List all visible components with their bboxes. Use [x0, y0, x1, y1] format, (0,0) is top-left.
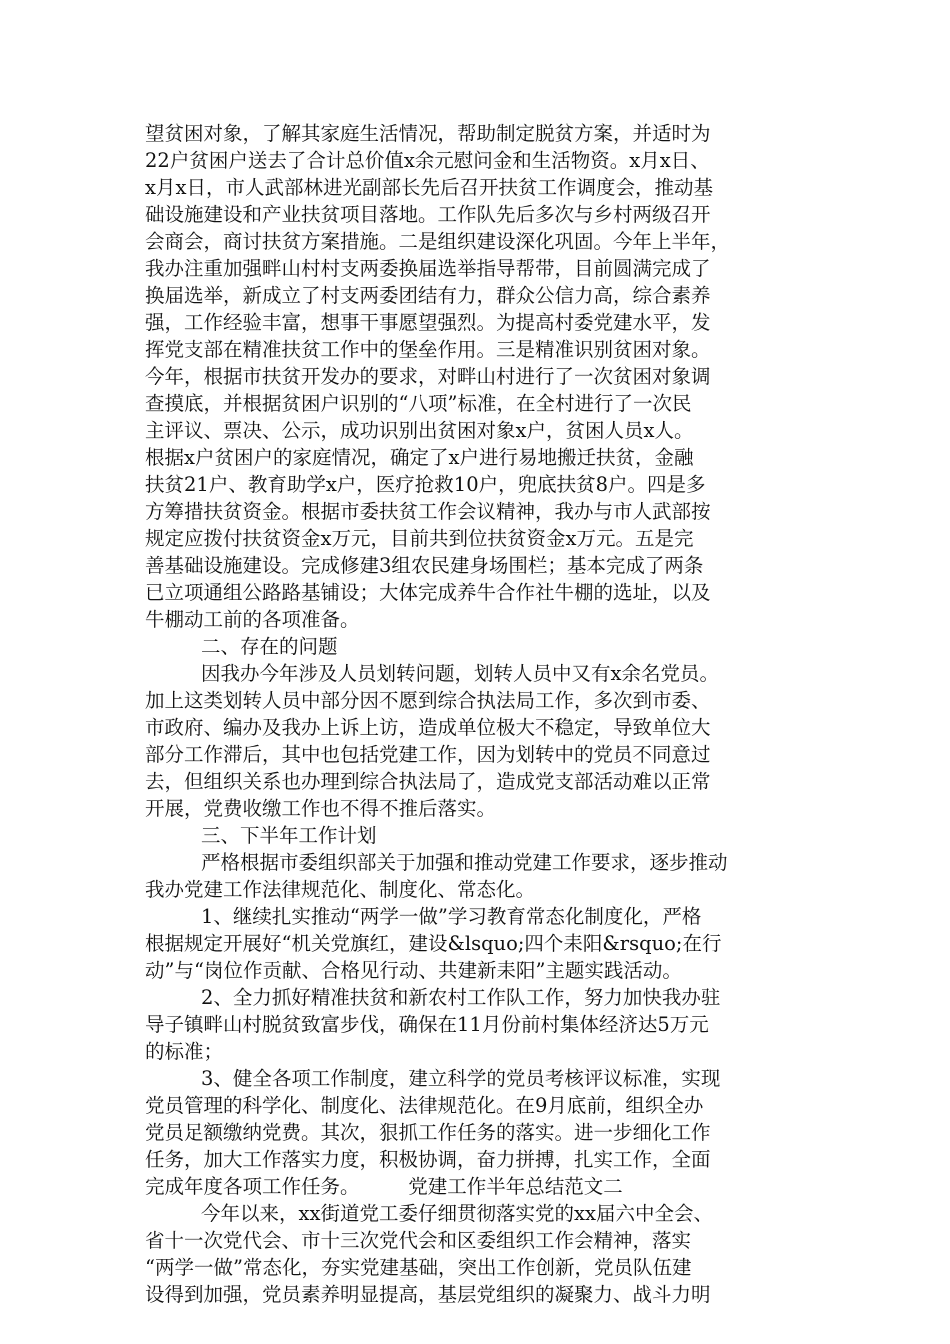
text-line: 严格根据市委组织部关于加强和推动党建工作要求，逐步推动 [201, 851, 728, 874]
text-line: “两学一做”常态化，夯实党建基础，突出工作创新，党员队伍建 [145, 1256, 692, 1279]
text-line: 根据x户贫困户的家庭情况，确定了x户进行易地搬迁扶贫，金融 [145, 446, 694, 469]
text-line: x月x日，市人武部林进光副部长先后召开扶贫工作调度会，推动基 [145, 176, 713, 199]
text-line: 导子镇畔山村脱贫致富步伐，确保在11月份前村集体经济达5万元 [145, 1013, 709, 1036]
text-line: 查摸底，并根据贫困户识别的“八项”标准，在全村进行了一次民 [145, 392, 692, 415]
text-line: 今年以来，xx街道党工委仔细贯彻落实党的xx届六中全会、 [201, 1202, 713, 1225]
text-line: 3、健全各项工作制度，建立科学的党员考核评议标准，实现 [201, 1067, 721, 1090]
text-line: 三、下半年工作计划 [201, 824, 377, 847]
text-line: 扶贫21户、教育助学x户，医疗抢救10户，兜底扶贫8户。四是多 [145, 473, 706, 496]
text-line: 22户贫困户送去了合计总价值x余元慰问金和生活物资。x月x日、 [145, 149, 710, 172]
text-line: 我办党建工作法律规范化、制度化、常态化。 [145, 878, 536, 901]
text-line: 开展，党费收缴工作也不得不推后落实。 [145, 797, 497, 820]
text-line: 方筹措扶贫资金。根据市委扶贫工作会议精神，我办与市人武部按 [145, 500, 711, 523]
text-line: 因我办今年涉及人员划转问题，划转人员中又有x余名党员。 [201, 662, 719, 685]
text-line: 党员足额缴纳党费。其次，狠抓工作任务的落实。进一步细化工作 [145, 1121, 711, 1144]
text-line: 善基础设施建设。完成修建3组农民建身场围栏；基本完成了两条 [145, 554, 704, 577]
text-line: 市政府、编办及我办上诉上访，造成单位极大不稳定，导致单位大 [145, 716, 711, 739]
text-line: 我办注重加强畔山村村支两委换届选举指导帮带，目前圆满完成了 [145, 257, 711, 280]
text-line: 的标准； [145, 1040, 224, 1063]
text-line: 会商会，商讨扶贫方案措施。二是组织建设深化巩固。今年上半年， [145, 230, 731, 253]
text-line: 二、存在的问题 [201, 635, 338, 658]
text-line: 规定应拨付扶贫资金x万元，目前共到位扶贫资金x万元。五是完 [145, 527, 694, 550]
text-line: 省十一次党代会、市十三次党代会和区委组织工作会精神，落实 [145, 1229, 692, 1252]
text-line: 换届选举，新成立了村支两委团结有力，群众公信力高，综合素养 [145, 284, 711, 307]
text-line: 挥党支部在精准扶贫工作中的堡垒作用。三是精准识别贫困对象。 [145, 338, 711, 361]
text-line: 2、全力抓好精准扶贫和新农村工作队工作，努力加快我办驻 [201, 986, 721, 1009]
text-line: 望贫困对象，了解其家庭生活情况，帮助制定脱贫方案，并适时为 [145, 122, 711, 145]
text-line: 完成年度各项工作任务。 党建工作半年总结范文二 [145, 1175, 623, 1198]
text-line: 牛棚动工前的各项准备。 [145, 608, 360, 631]
text-line: 1、继续扎实推动“两学一做”学习教育常态化制度化，严格 [201, 905, 702, 928]
text-line: 党员管理的科学化、制度化、法律规范化。在9月底前，组织全办 [145, 1094, 704, 1117]
document-body [145, 120, 835, 1308]
text-line: 础设施建设和产业扶贫项目落地。工作队先后多次与乡村两级召开 [145, 203, 711, 226]
text-line: 部分工作滞后，其中也包括党建工作，因为划转中的党员不同意过 [145, 743, 711, 766]
text-line: 任务，加大工作落实力度，积极协调，奋力拼搏，扎实工作，全面 [145, 1148, 711, 1171]
text-line: 设得到加强，党员素养明显提高，基层党组织的凝聚力、战斗力明 [145, 1283, 711, 1306]
text-line: 根据规定开展好“机关党旗红，建设&lsquo;四个耒阳&rsquo;在行 [145, 932, 722, 955]
text-line: 动”与“岗位作贡献、合格见行动、共建新耒阳”主题实践活动。 [145, 959, 682, 982]
text-line: 已立项通组公路路基铺设；大体完成养牛合作社牛棚的选址，以及 [145, 581, 711, 604]
text-line: 今年，根据市扶贫开发办的要求，对畔山村进行了一次贫困对象调 [145, 365, 711, 388]
text-line: 加上这类划转人员中部分因不愿到综合执法局工作，多次到市委、 [145, 689, 711, 712]
text-line: 主评议、票决、公示，成功识别出贫困对象x户，贫困人员x人。 [145, 419, 694, 442]
text-line: 强，工作经验丰富，想事干事愿望强烈。为提高村委党建水平，发 [145, 311, 711, 334]
text-line: 去，但组织关系也办理到综合执法局了，造成党支部活动难以正常 [145, 770, 711, 793]
